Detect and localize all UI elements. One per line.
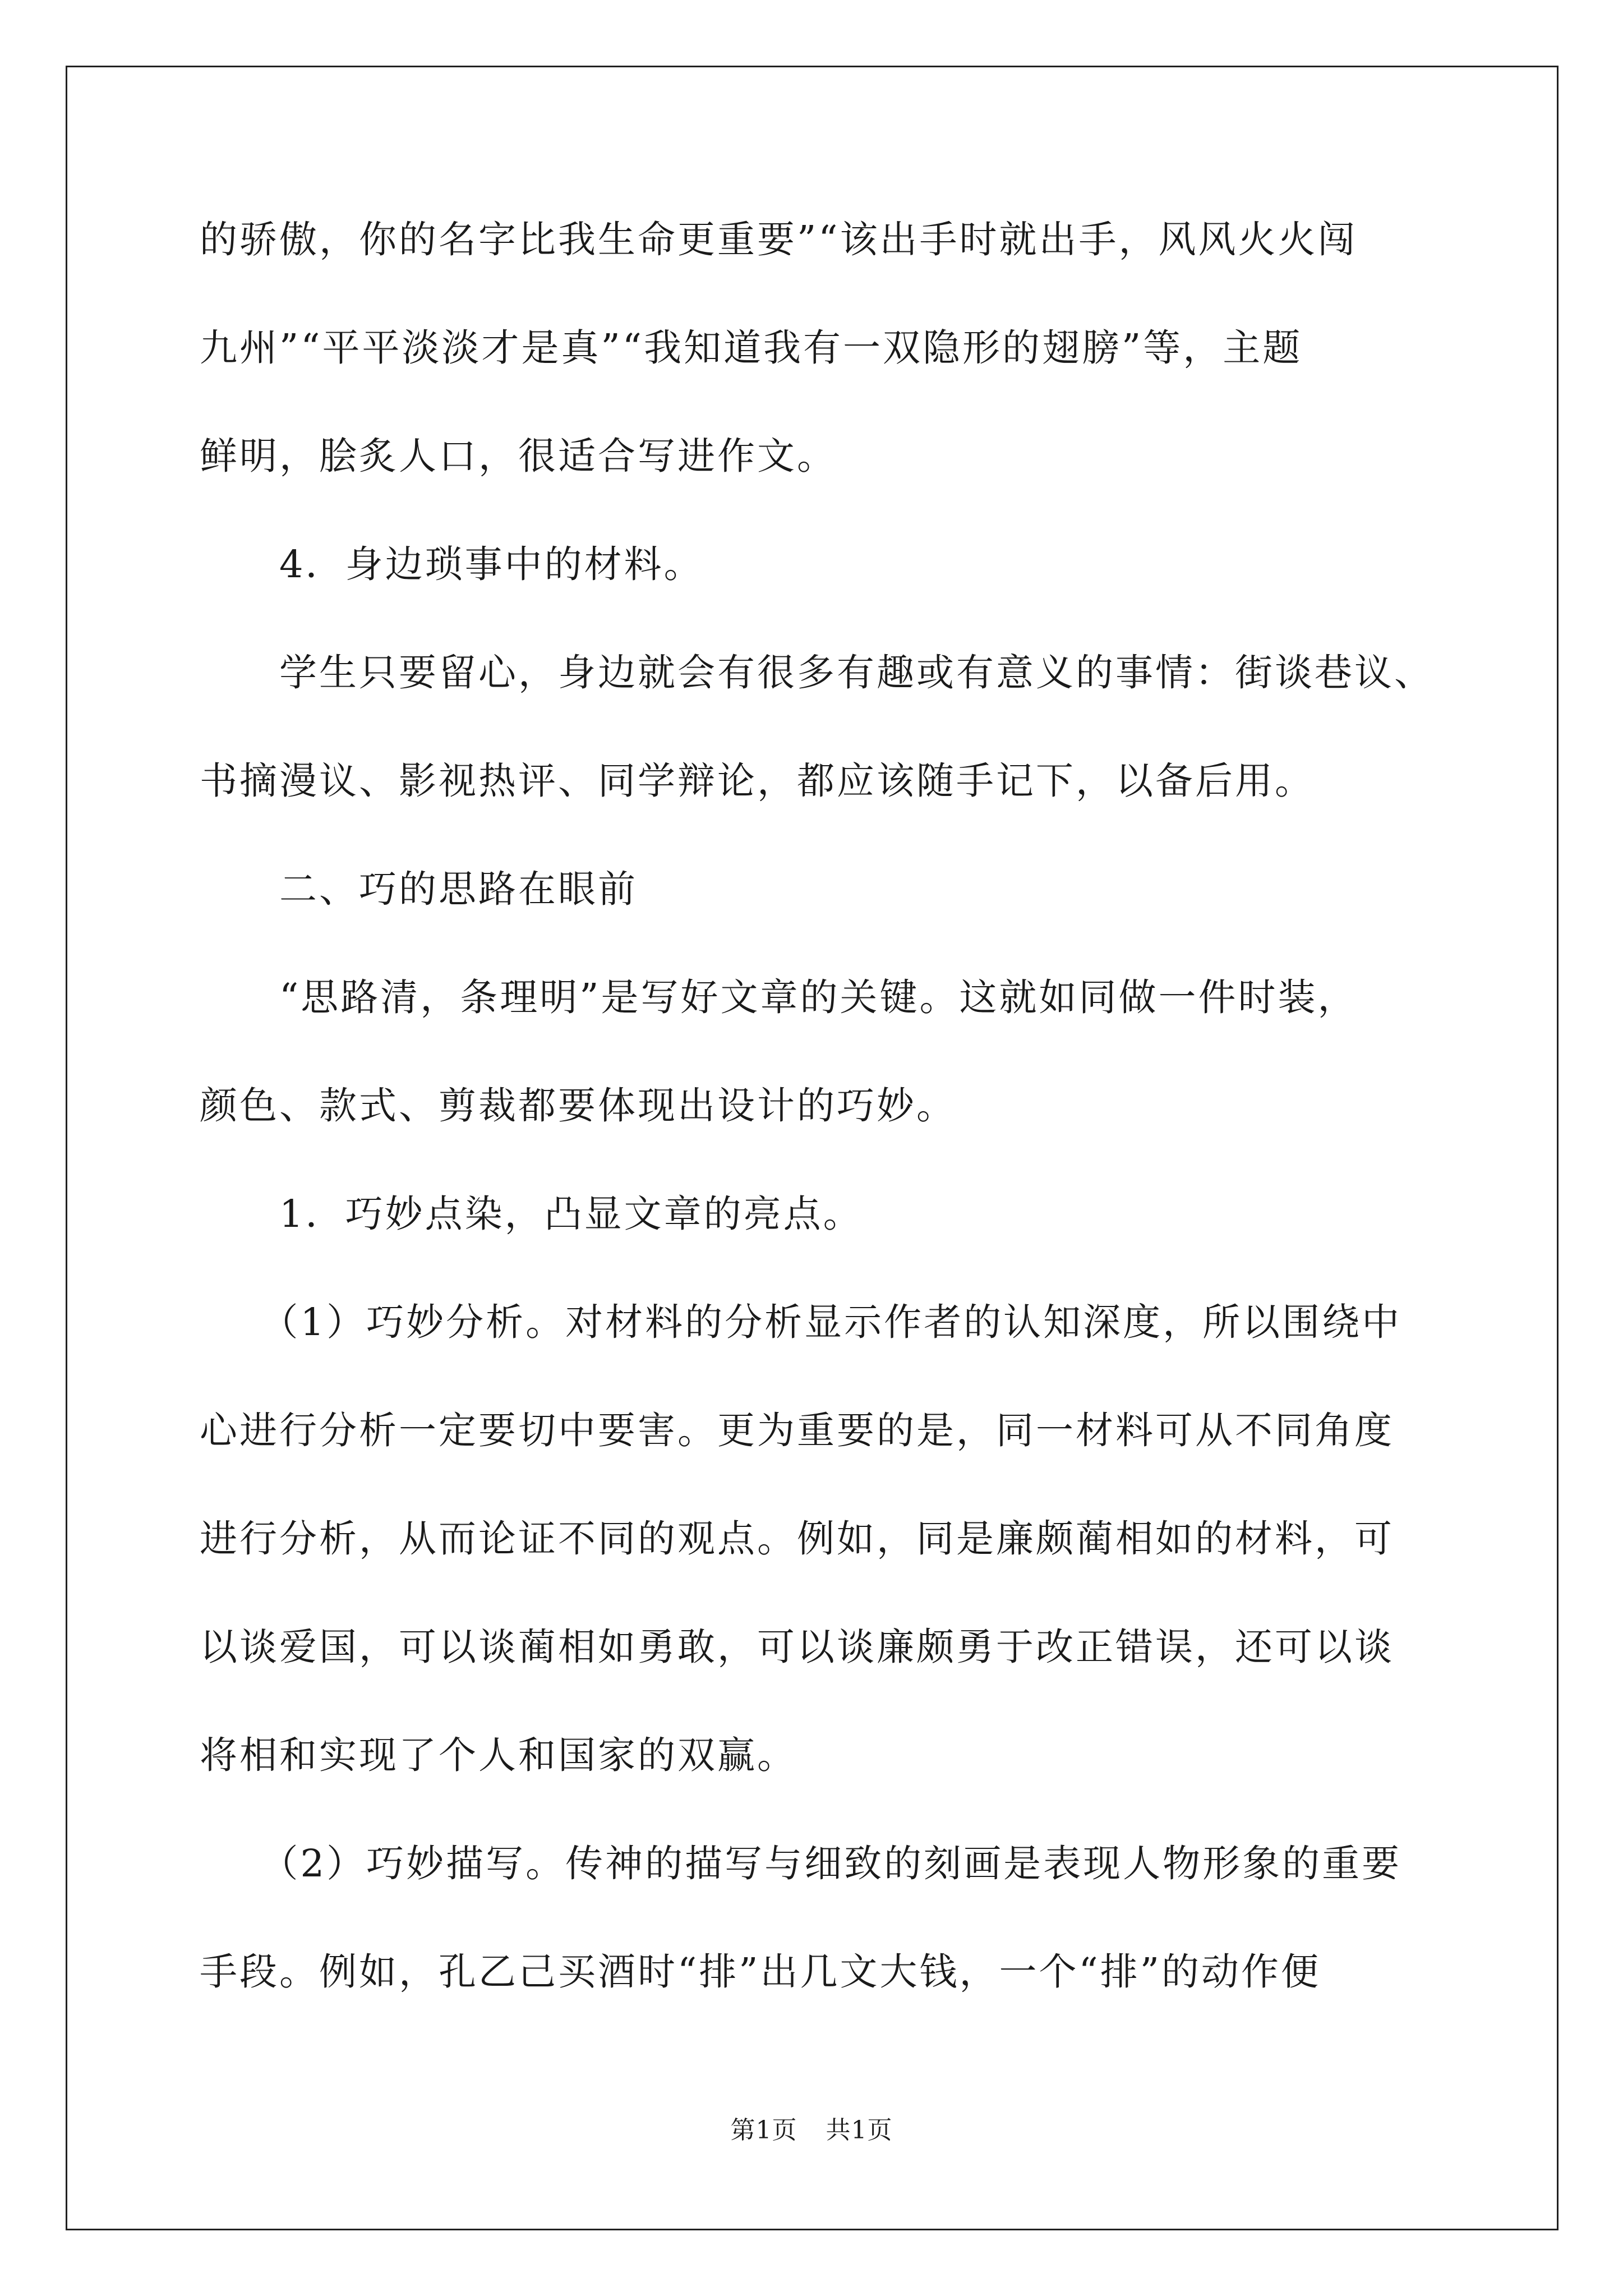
text-line: 将相和实现了个人和国家的双赢。 [200, 1733, 797, 1777]
text-line: 书摘漫议、影视热评、同学辩论，都应该随手记下，以备后用。 [200, 759, 1315, 803]
page-footer [0, 2114, 1623, 2147]
text-line: 心进行分析一定要切中要害。更为重要的是，同一材料可从不同角度 [200, 1409, 1394, 1452]
page-number: 第1页 [730, 2116, 797, 2145]
page-total: 共1页 [826, 2116, 893, 2145]
text-line: 1．巧妙点染，凸显文章的亮点。 [200, 1192, 863, 1236]
text-line: “思路清，条理明”是写好文章的关键。这就如同做一件时装， [200, 976, 1358, 1019]
text-line: 鲜明，脍炙人口，很适合写进作文。 [200, 434, 837, 478]
text-line: （2）巧妙描写。传神的描写与细致的刻画是表现人物形象的重要 [200, 1842, 1402, 1885]
text-line: 进行分析，从而论证不同的观点。例如，同是廉颇蔺相如的材料，可 [200, 1517, 1394, 1561]
text-line: 九州”“平平淡淡才是真”“我知道我有一双隐形的翅膀”等，主题 [200, 326, 1303, 370]
text-line: 手段。例如，孔乙己买酒时“排”出几文大钱，一个“排”的动作便 [200, 1950, 1321, 1994]
text-line: 学生只要留心，身边就会有很多有趣或有意义的事情：街谈巷议、 [200, 651, 1434, 694]
text-line: 以谈爱国，可以谈蔺相如勇敢，可以谈廉颇勇于改正错误，还可以谈 [200, 1625, 1394, 1669]
text-line: （1）巧妙分析。对材料的分析显示作者的认知深度，所以围绕中 [200, 1300, 1402, 1344]
section-heading: 二、巧的思路在眼前 [200, 867, 638, 911]
page-border [66, 66, 1559, 2230]
text-line: 4．身边琐事中的材料。 [200, 542, 704, 586]
text-line: 的骄傲，你的名字比我生命更重要”“该出手时就出手，风风火火闯 [200, 218, 1358, 261]
text-line: 颜色、款式、剪裁都要体现出设计的巧妙。 [200, 1084, 956, 1128]
